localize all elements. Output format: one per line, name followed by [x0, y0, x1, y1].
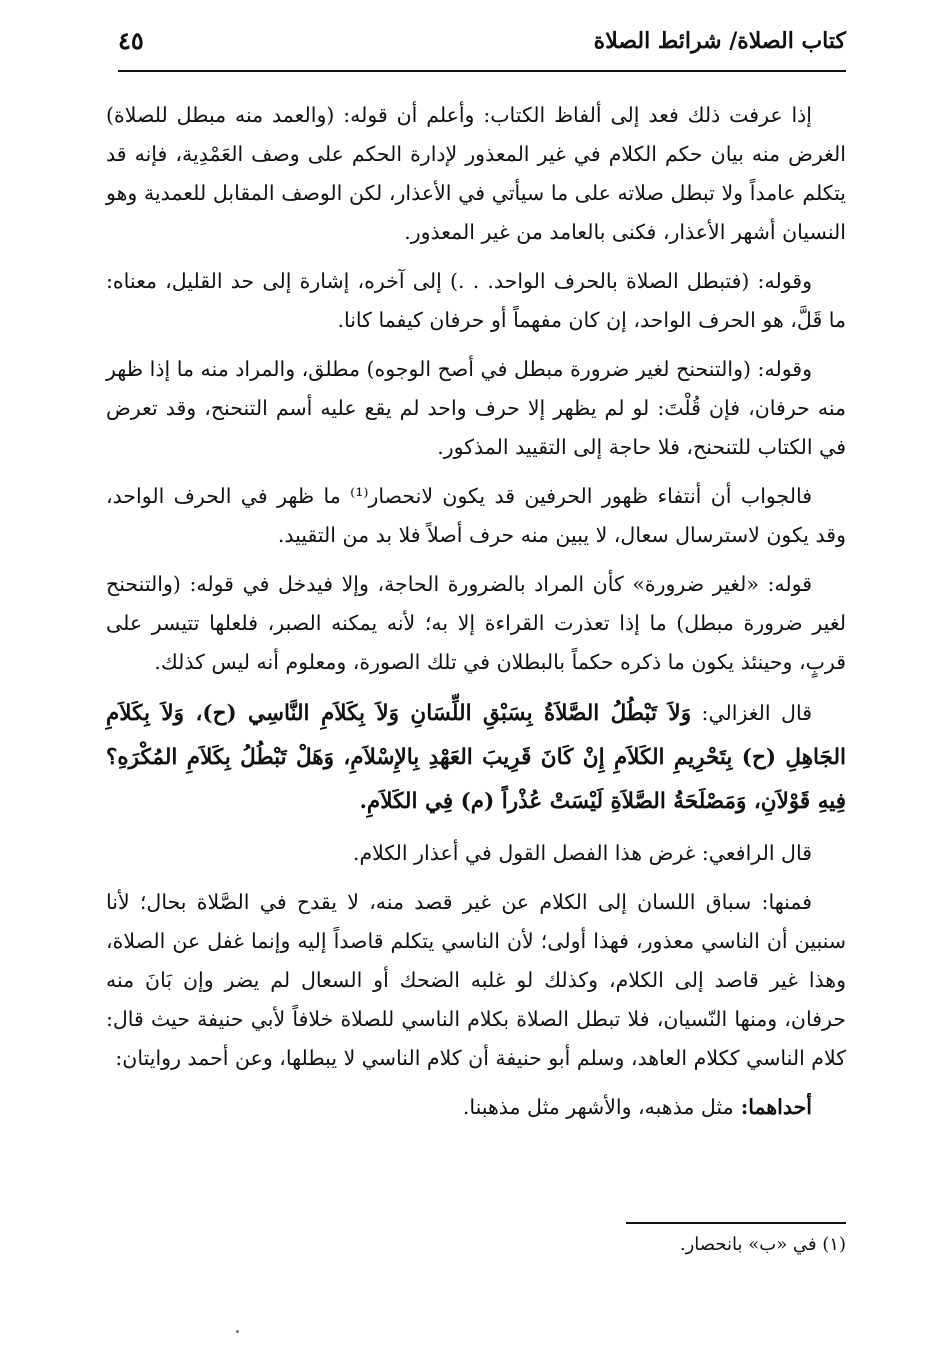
- paragraph-4: فالجواب أن أنتفاء ظهور الحرفين قد يكون لانحصار⁽¹⁾ ما ظهر في الحرف الواحد، وقد يكون لاسترسال سعال، لا يبين منه حرف أصلاً فلا بد من التقييد.: [106, 484, 846, 547]
- main-text: [106, 96, 846, 1137]
- header-divider: [118, 70, 846, 72]
- scan-speck: [236, 1330, 239, 1333]
- paragraph-2: وقوله: (فتبطل الصلاة بالحرف الواحد. . .) إلى آخره، إشارة إلى حد القليل، معناه: ما قَلَّ، هو الحرف الواحد، إن كان مفهماً أو حرفان كيفما كانا.: [106, 269, 846, 332]
- paragraph-5: قوله: «لغير ضرورة» كأن المراد بالضرورة الحاجة، وإلا فيدخل في قوله: (والتنحنح لغير ضرورة مبطل) ما إذا تعذرت القراءة إلا به؛ لأنه يمكنه الصبر، فلعلها تتيسر على قربٍ، وحينئذ يكون ما ذكره حكماً بالبطلان في تلك الصورة، ومعلوم أنه ليس كذلك.: [106, 572, 846, 674]
- paragraph-1: إذا عرفت ذلك فعد إلى ألفاظ الكتاب: وأعلم أن قوله: (والعمد منه مبطل للصلاة) الغرض منه بيان حكم الكلام في غير المعذور لإدارة الحكم على وصف العَمْدِية، فإنه قد يتكلم عامداً ولا تبطل صلاته على ما سيأتي في الأعذار، لكن الوصف المقابل للعمدية وهو النسيان أشهر الأعذار، فكنى بالعامد من غير المعذور.: [106, 103, 846, 244]
- page-header: [118, 22, 846, 68]
- ghazali-quote: [106, 692, 846, 824]
- ahaduhuma-text: مثل مذهبه، والأشهر مثل مذهبنا.: [462, 1095, 734, 1119]
- footnote: (١) في «ب» بانحصار.: [679, 1234, 846, 1255]
- footnote-divider: [626, 1222, 846, 1224]
- paragraph-3: وقوله: (والتنحنح لغير ضرورة مبطل في أصح الوجوه) مطلق، والمراد منه ما إذا ظهر منه حرفان، فإن قُلْتَ: لو لم يظهر إلا حرف واحد لم يقع عليه أسم التنحنح، وقد تعرض في الكتاب للتنحنح، فلا حاجة إلى التقييد المذكور.: [106, 357, 846, 459]
- running-title: كتاب الصلاة/ شرائط الصلاة: [593, 28, 846, 54]
- page-number: ٤٥: [118, 26, 144, 55]
- ghazali-text: وَلاَ تَبْطُلُ الصَّلاَةُ بِسَبْقِ اللِّسَانِ وَلاَ بِكَلاَمِ النَّاسِي (ح)، وَلاَ بِكَلاَمِ الجَاهِلِ (ح) بِتَحْرِيمِ الكَلاَمِ إِنْ كَانَ قَرِيبَ العَهْدِ بِالإِسْلاَمِ، وَهَلْ تَبْطُلُ بِكَلاَمِ المُكْرَهِ؟ فِيهِ قَوْلاَنِ، وَمَصْلَحَةُ الصَّلاَةِ لَيْسَتْ عُذْراً (م) فِي الكَلاَمِ.: [106, 701, 846, 814]
- rafii-commentary: قال الرافعي: غرض هذا الفصل القول في أعذار الكلام.: [352, 841, 812, 865]
- ghazali-label: قال الغزالي:: [691, 701, 812, 725]
- ahaduhuma-paragraph: [106, 1088, 846, 1127]
- paragraph-6: فمنها: سباق اللسان إلى الكلام عن غير قصد منه، لا يقدح في الصَّلاة بحال؛ لأنا سنبين أن الناسي معذور، فهذا أولى؛ لأن الناسي يتكلم قاصداً إليه وإنما غفل عن الصلاة، وهذا غير قاصد إلى الكلام، وكذلك لو غلبه الضحك أو السعال لم يضر وإن بَانَ منه حرفان، ومنها النّسيان، فلا تبطل الصلاة بكلام الناسي للصلاة خلافاً لأبي حنيفة حيث قال: كلام الناسي ككلام العاهد، وسلم أبو حنيفة أن كلام الناسي لا يبطلها، وعن أحمد روايتان:: [106, 890, 846, 1070]
- ahaduhuma-label: أحداهما:: [733, 1095, 812, 1119]
